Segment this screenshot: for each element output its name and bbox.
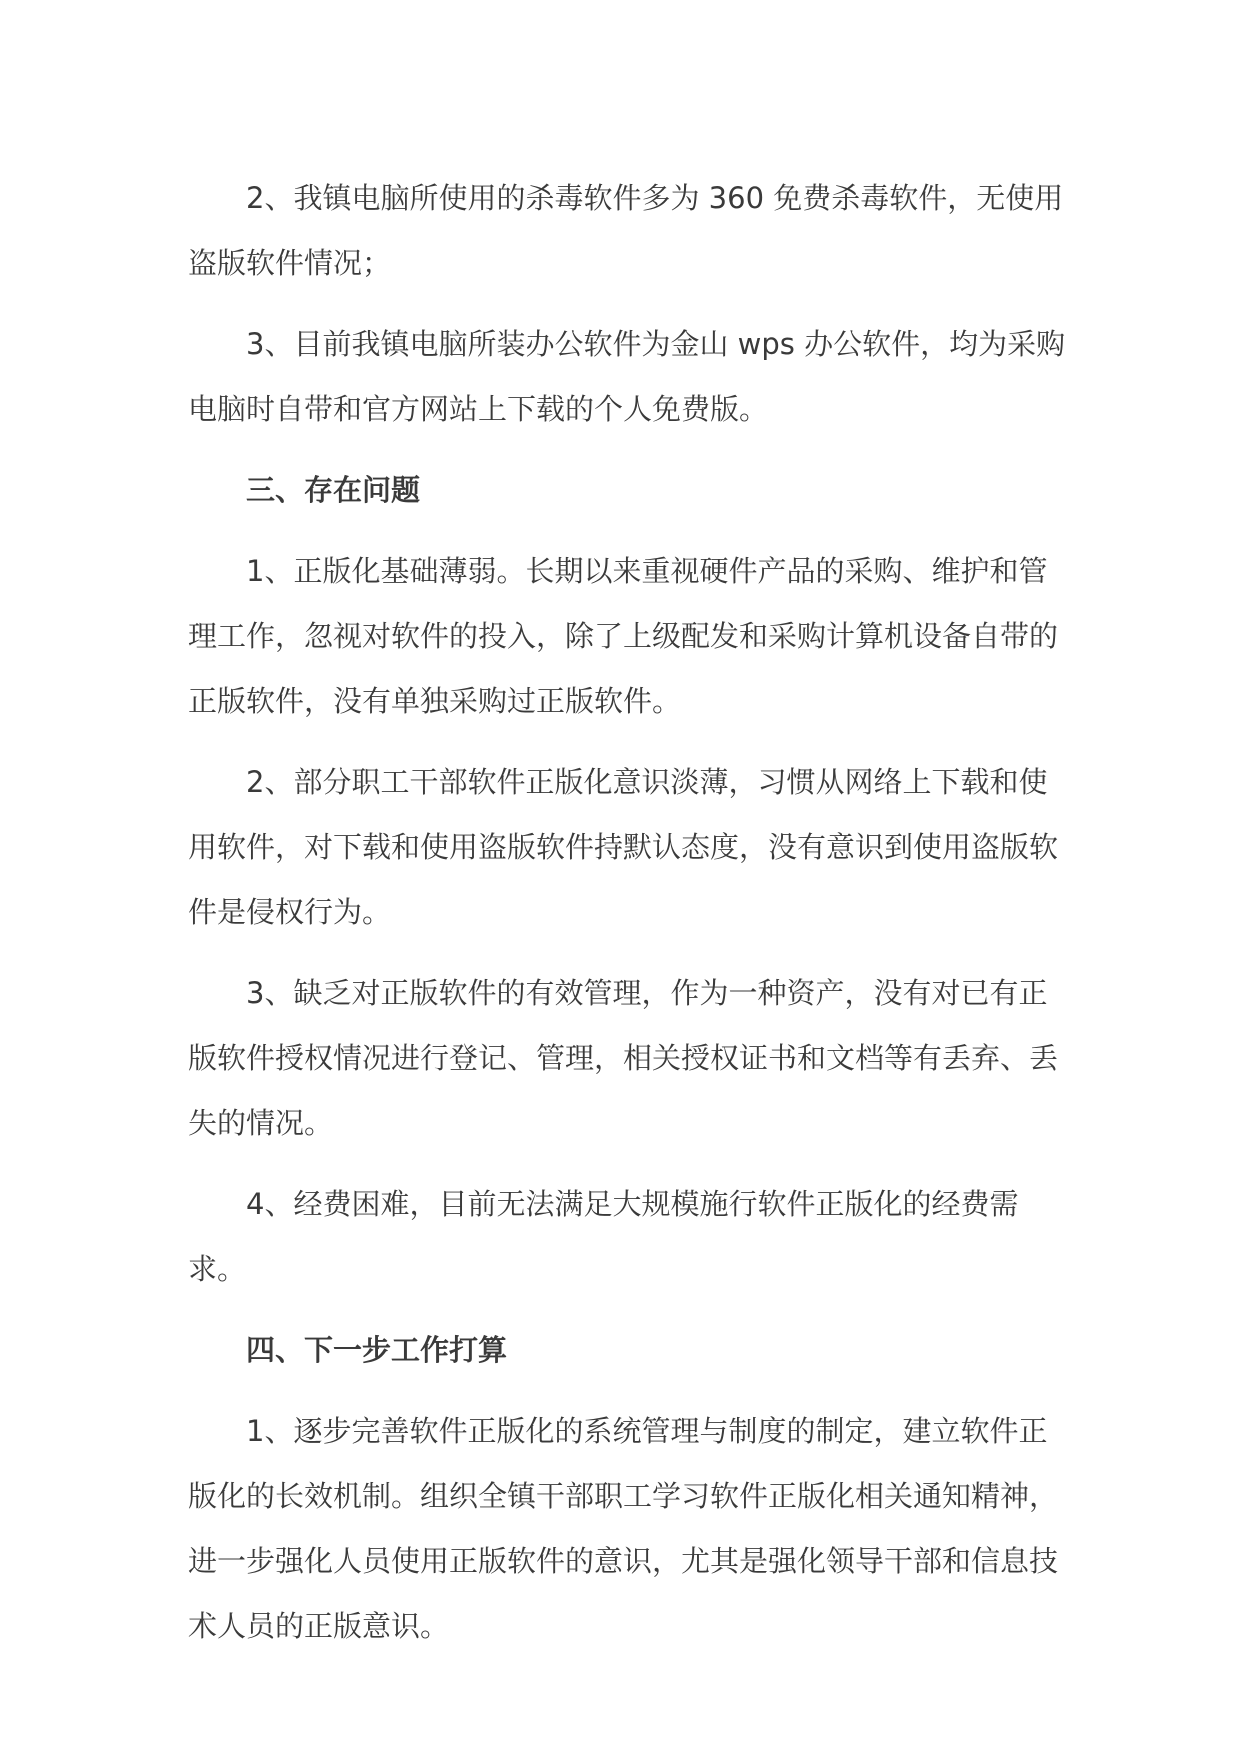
paragraph-software-office: 3、目前我镇电脑所装办公软件为金山 wps 办公软件，均为采购电脑时自带和官方网站上下载的个人免费版。 (188, 327, 1066, 426)
paragraph-problem-2: 2、部分职工干部软件正版化意识淡薄，习惯从网络上下载和使用软件，对下载和使用盗版软件持默认态度，没有意识到使用盗版软件是侵权行为。 (188, 765, 1059, 929)
paragraph-software-antivirus: 2、我镇电脑所使用的杀毒软件多为 360 免费杀毒软件，无使用盗版软件情况； (188, 181, 1064, 280)
paragraph-problem-4: 4、经费困难，目前无法满足大规模施行软件正版化的经费需求。 (188, 1187, 1019, 1286)
paragraph-problem-3: 3、缺乏对正版软件的有效管理，作为一种资产，没有对已有正版软件授权情况进行登记、管理，相关授权证书和文档等有丢弃、丢失的情况。 (188, 976, 1059, 1140)
section-heading-next-steps: 四、下一步工作打算 (246, 1333, 508, 1367)
section-heading-problems: 三、存在问题 (246, 473, 421, 507)
document-body (188, 166, 1068, 1675)
paragraph-next-step-1: 1、逐步完善软件正版化的系统管理与制度的制定，建立软件正版化的长效机制。组织全镇干部职工学习软件正版化相关通知精神，进一步强化人员使用正版软件的意识，尤其是强化领导干部和信息技术人员的正版意识。 (188, 1414, 1059, 1643)
paragraph-problem-1: 1、正版化基础薄弱。长期以来重视硬件产品的采购、维护和管理工作，忽视对软件的投入，除了上级配发和采购计算机设备自带的正版软件，没有单独采购过正版软件。 (188, 554, 1059, 718)
